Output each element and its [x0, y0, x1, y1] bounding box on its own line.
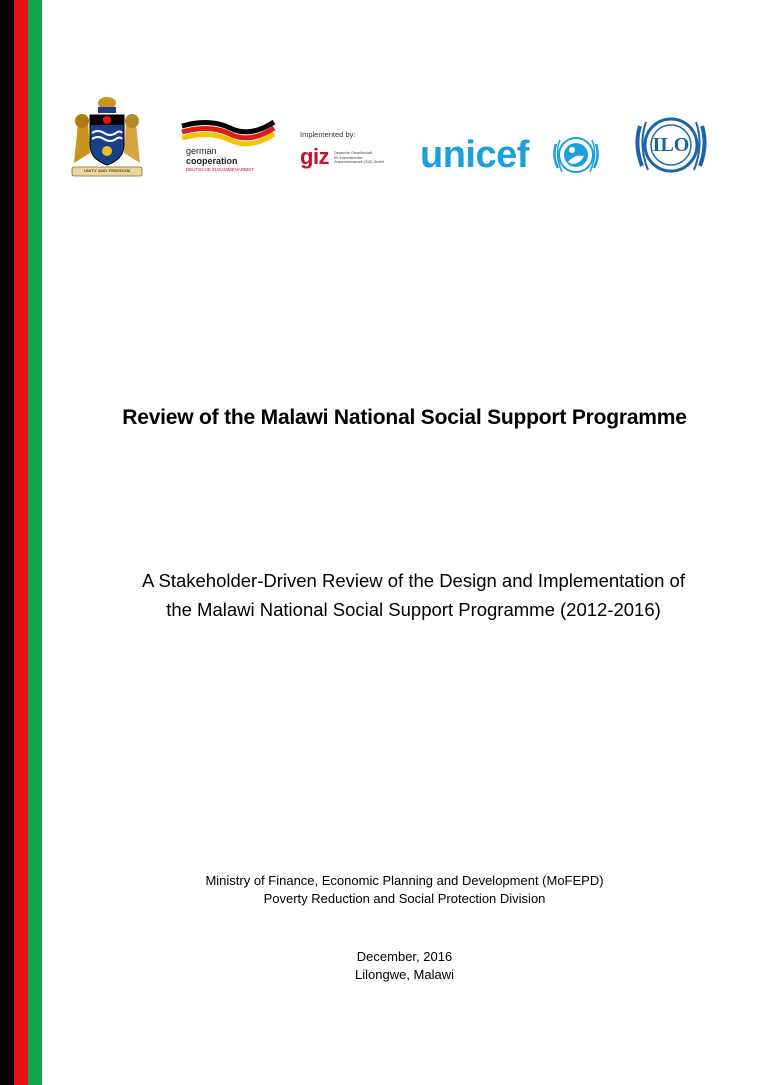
document-title: Review of the Malawi National Social Support Programme	[122, 406, 687, 429]
german-cooperation-text	[186, 146, 254, 173]
unicef-wordmark: unicef	[420, 134, 529, 176]
subtitle-line-1: A Stakeholder-Driven Review of the Design and Implementation of	[142, 570, 685, 591]
german-label: german	[186, 146, 217, 156]
ministry-block	[42, 872, 767, 908]
giz-subtext-line-2: für Internationale	[334, 155, 363, 160]
subtitle-line-2: the Malawi National Social Support Programme (2012-2016)	[166, 599, 661, 620]
unicef-emblem-icon	[550, 132, 602, 178]
cooperation-label: cooperation	[186, 156, 238, 166]
publication-date: December, 2016	[356, 949, 453, 964]
publication-location: Lilongwe, Malawi	[355, 967, 454, 982]
giz-wordmark: giz	[300, 144, 330, 169]
giz-subtext-line-1: Deutsche Gesellschaft	[334, 151, 372, 155]
coat-of-arms-motto: UNITY AND FREEDOM	[83, 168, 131, 173]
division-name: Poverty Reduction and Social Protection Division	[263, 891, 546, 906]
giz-subtext-line-3: Zusammenarbeit (GIZ) GmbH	[334, 160, 385, 164]
malawi-coat-of-arms-icon	[68, 93, 146, 179]
giz-implemented-by: Implemented by:	[300, 130, 356, 139]
ilo-wordmark: ILO	[652, 134, 690, 156]
giz-subtext	[334, 151, 384, 165]
ministry-name: Ministry of Finance, Economic Planning and Development (MoFEPD)	[205, 873, 604, 888]
date-location-block	[42, 948, 767, 984]
partner-logos	[0, 0, 767, 200]
deutsche-zusammenarbeit-label: DEUTSCHE ZUSAMMENARBEIT	[186, 167, 255, 172]
document-subtitle	[60, 566, 767, 624]
